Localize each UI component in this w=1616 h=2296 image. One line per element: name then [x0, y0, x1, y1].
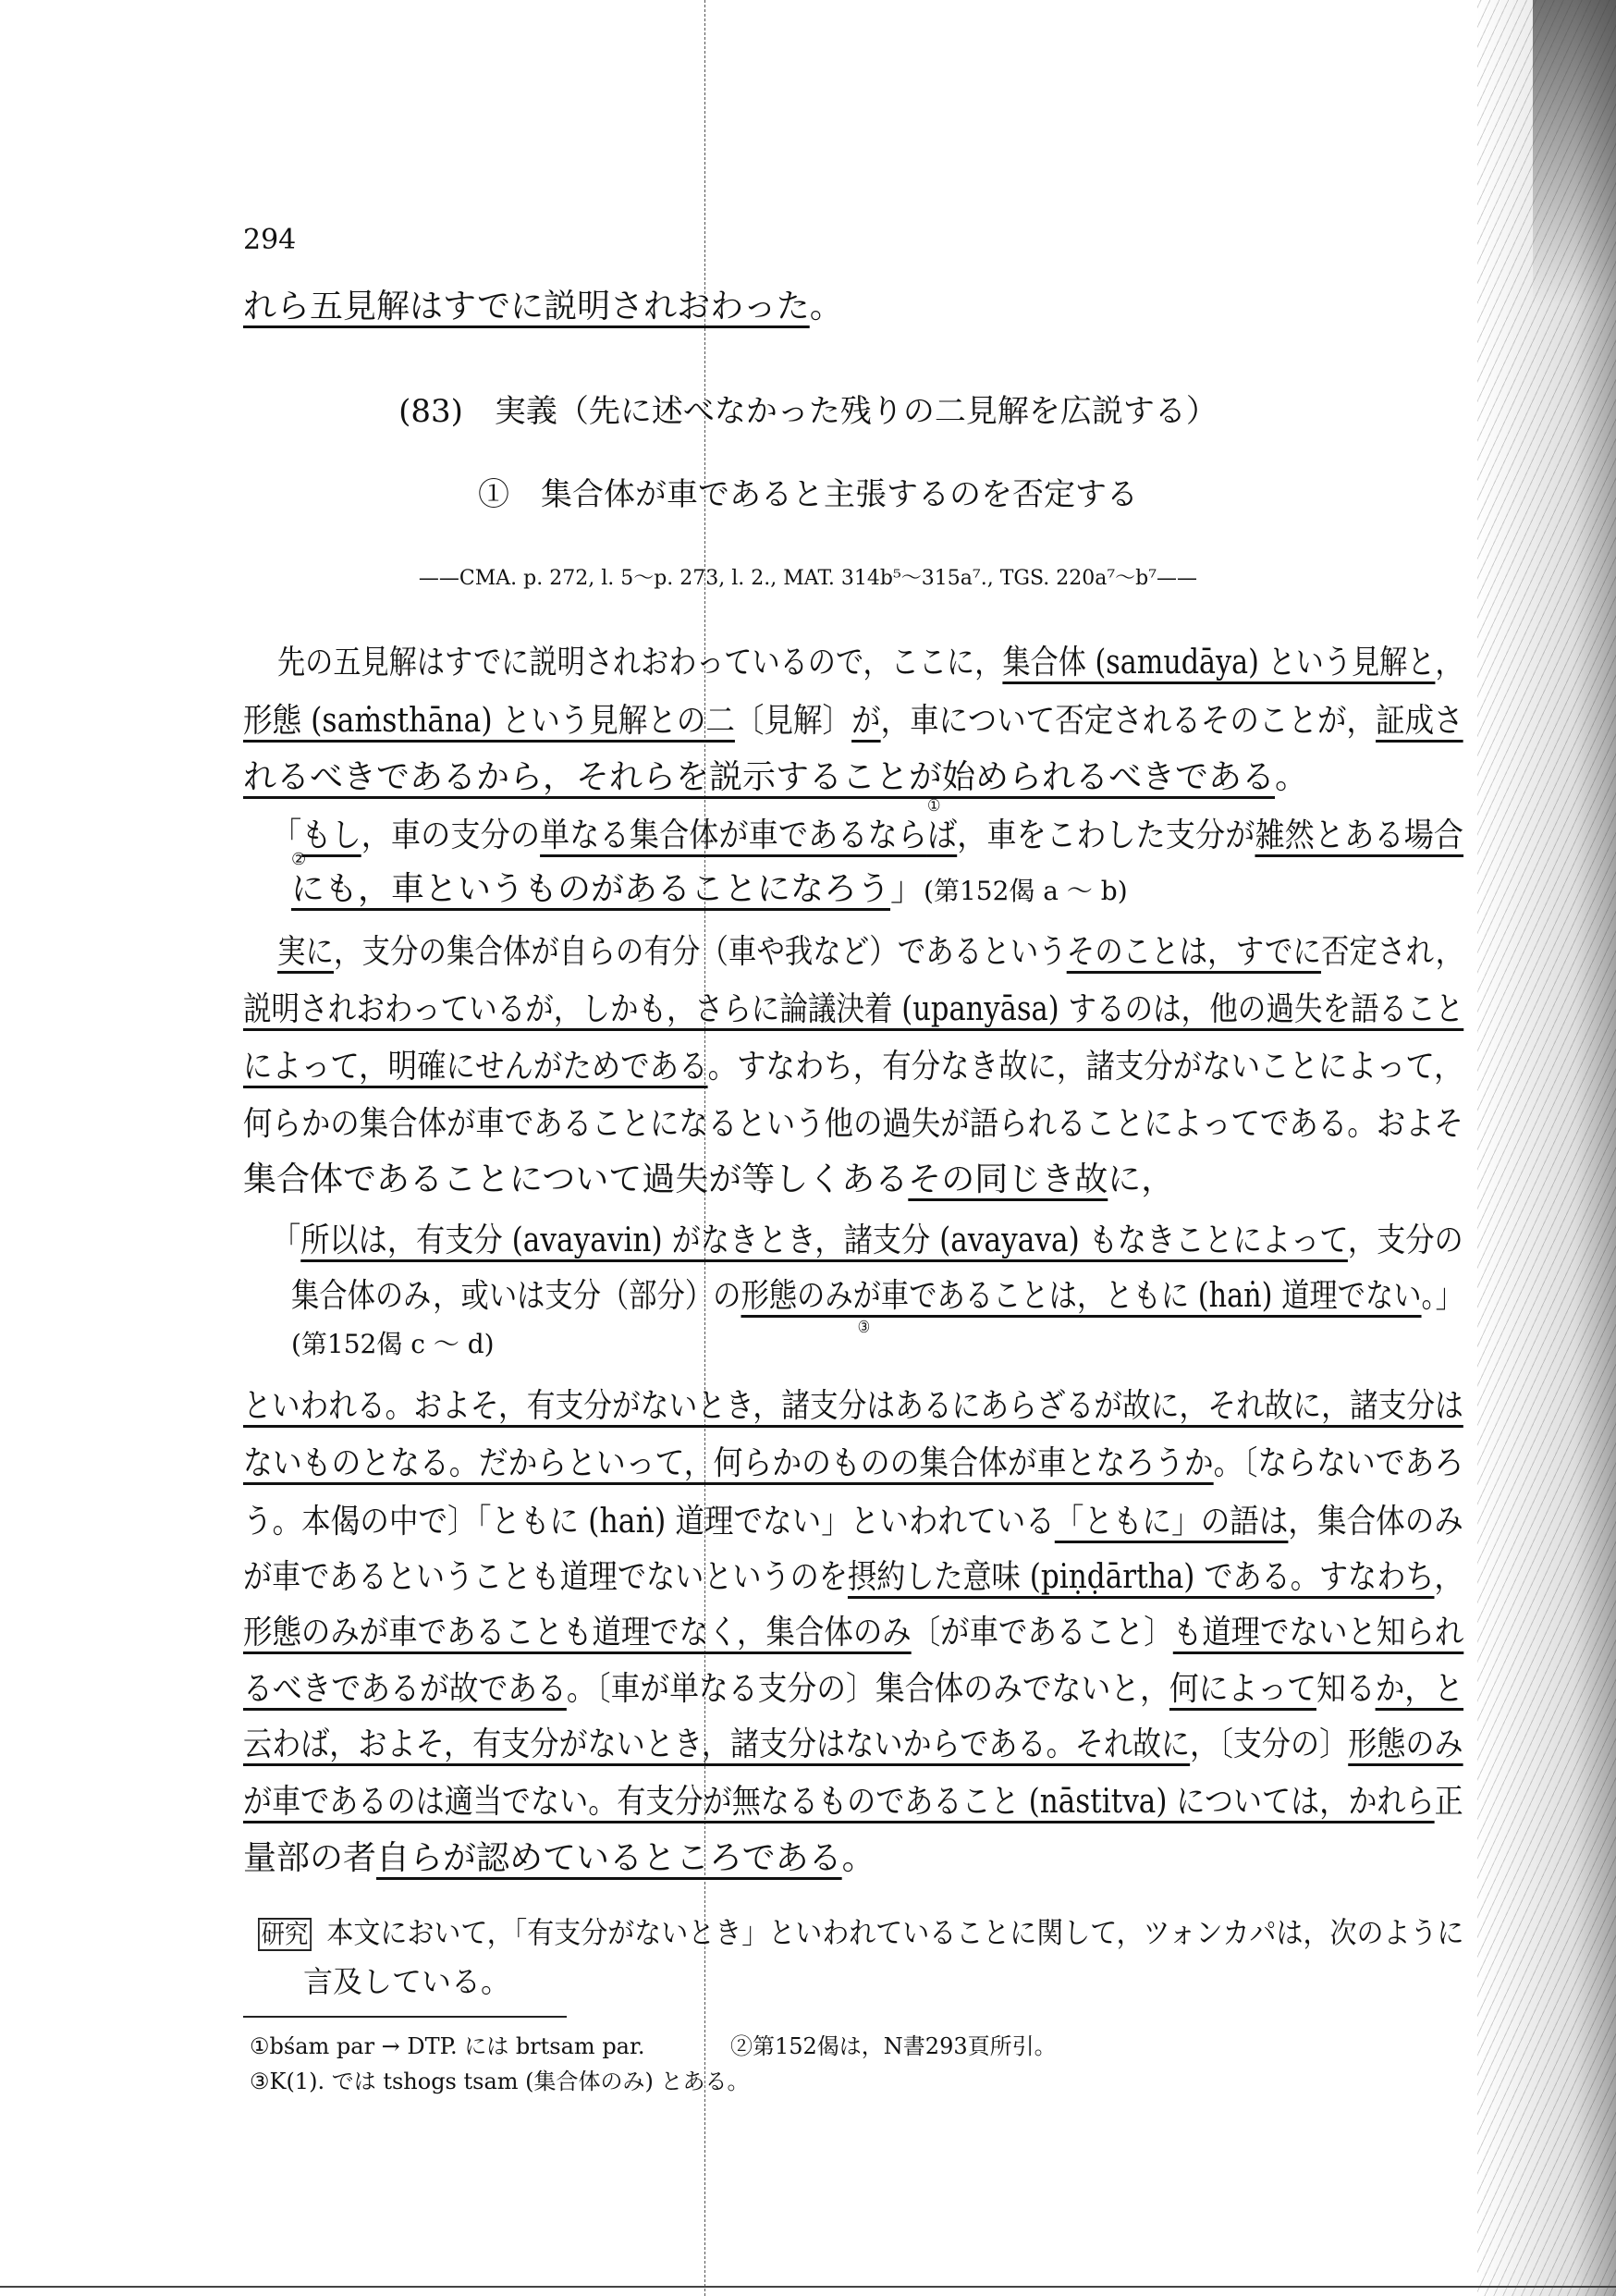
page-number: 294: [243, 224, 297, 256]
underlined-text: [243, 1387, 1463, 1425]
text-segment: [924, 876, 1128, 906]
segment-text: 。〔車が単なる支分の〕集合体のみでないと，: [566, 1670, 1169, 1708]
segment-text: 。: [841, 1839, 875, 1877]
text-segment: [1321, 933, 1463, 971]
text-line: [243, 1716, 1463, 1774]
underlined-text: [277, 933, 334, 971]
text-line: [291, 1314, 495, 1371]
segment-text: ，支分の集合体が自らの有分（車や我など）であるという: [333, 933, 1067, 971]
underlined-text: [741, 1277, 1422, 1337]
segment-text: 何らかの集合体が車であることになるという他の過失が語られることによってである。およそ: [243, 1105, 1463, 1143]
segment-text: に，: [1108, 1160, 1175, 1198]
text-line: [243, 1830, 875, 1887]
text-segment: [1275, 758, 1308, 796]
text-segment: [277, 644, 1002, 681]
underlined-text: [243, 288, 810, 325]
footnote-rule: [243, 2016, 567, 2018]
text-line: [243, 1096, 1463, 1153]
segment-text: ，支分の: [1347, 1222, 1463, 1259]
text-segment: [1348, 1222, 1463, 1259]
scan-bottom-edge: [0, 2286, 1616, 2288]
text-segment: [272, 816, 301, 854]
segment-text: 実に: [277, 933, 334, 971]
segment-text: が車であるのは適当でない。有支分が無なるものであること (nāstitva) については，かれら: [243, 1783, 1435, 1821]
text-segment: [361, 816, 540, 854]
text-segment: [243, 1105, 1463, 1143]
text-segment: [243, 1503, 1055, 1541]
text-line: [243, 981, 1463, 1038]
segment-text: るべきであるが故である: [243, 1670, 567, 1708]
segment-text: 「: [272, 816, 302, 854]
segment-text: ，車をこわした支分が: [957, 816, 1255, 854]
text-segment: [708, 1048, 1463, 1086]
segment-text: 「ともに」の語は: [1054, 1503, 1289, 1541]
text-line: [243, 1549, 1463, 1606]
segment-text: ないものとなる。だからといって，何らかのものの集合体が車となろうか: [243, 1444, 1214, 1482]
underlined-text: [848, 1558, 1435, 1596]
underlined-text: [243, 1444, 1214, 1482]
section-heading: (83) 実義（先に述べなかった残りの二見解を広説する）: [398, 393, 1218, 430]
footnote-marker: ③: [857, 1318, 871, 1337]
segment-text: (第152偈 a ～ b): [924, 876, 1128, 906]
text-segment: [1434, 1558, 1463, 1596]
underlined-text: [1055, 1503, 1289, 1541]
text-segment: [243, 1558, 848, 1596]
underlined-text: [1348, 1725, 1463, 1763]
segment-text: 量部の者: [243, 1839, 377, 1877]
segment-text: 〔が車であること〕: [911, 1614, 1173, 1651]
segment-text: によって，明確にせんがためである: [243, 1048, 708, 1086]
text-segment: [272, 1222, 300, 1259]
underlined-text: [1169, 1670, 1316, 1708]
segment-text: も道理でないと知られ: [1172, 1614, 1464, 1651]
segment-text: 。: [1275, 758, 1309, 796]
segment-text: (第152偈 c ～ d): [291, 1329, 495, 1359]
text-segment: [1288, 1503, 1463, 1541]
underlined-text: [291, 850, 891, 908]
text-segment: [1190, 1725, 1348, 1763]
text-line: [243, 1151, 1174, 1209]
underlined-text: [243, 1670, 567, 1708]
segment-text: ，車の支分の: [361, 816, 541, 854]
segment-text: 何によって: [1169, 1670, 1316, 1708]
underlined-text: [243, 1783, 1435, 1821]
segment-text: 。すなわち，有分なき故に，諸支分がないことによって，: [707, 1048, 1463, 1086]
segment-text: ，: [1435, 644, 1463, 681]
segment-text: 形態 (saṁsthāna) という見解との二: [243, 702, 735, 740]
text-line: [243, 1435, 1463, 1492]
footnote-3: ③K(1). では tshogs tsam (集合体のみ) とある。: [250, 2069, 750, 2094]
segment-text: 証成さ: [1376, 702, 1463, 740]
text-segment: [243, 1160, 908, 1198]
segment-text: 所以は，有支分 (avayavin) がなきとき，諸支分 (avayava) もなきことによって: [300, 1222, 1348, 1259]
underlined-text: [1376, 1670, 1463, 1708]
segment-text: れら五見解はすでに説明されおわった: [243, 288, 810, 325]
segment-text: 「: [272, 1222, 301, 1259]
segment-text: 形態のみ: [1348, 1725, 1463, 1763]
underlined-text: [243, 1048, 708, 1086]
segment-text: う。本偈の中で〕「ともに (haṅ) 道理でない」といわれている: [243, 1503, 1055, 1541]
text-segment: [1422, 1277, 1463, 1315]
footnote-1: ①bśam par → DTP. には brtsam par.: [250, 2033, 645, 2059]
text-segment: [890, 870, 924, 908]
scan-corner-shadow: [1533, 0, 1616, 305]
text-segment: [1435, 1783, 1463, 1821]
research-line-1: 本文において，「有支分がないとき」といわれていることに関して，ツォンカパは，次のように: [326, 1915, 1464, 1950]
segment-text: 。〔ならないであろ: [1213, 1444, 1464, 1482]
text-segment: [291, 1277, 741, 1315]
segment-text: 摂約した意味 (piṇḍārtha) である。すなわち: [847, 1558, 1435, 1596]
segment-text: ，〔支分の〕: [1190, 1725, 1349, 1763]
underlined-text: [1255, 816, 1463, 854]
segment-text: が: [851, 702, 881, 740]
text-segment: [1214, 1444, 1464, 1482]
underlined-text: [243, 1725, 1190, 1763]
segment-text: 雑然とある場合: [1255, 816, 1464, 854]
underlined-text: [243, 990, 1463, 1028]
segment-text: 〔見解〕: [734, 702, 852, 740]
text-segment: [957, 816, 1255, 854]
research-label: 研究: [258, 1918, 312, 1951]
segment-text: 形態のみが車であることは，ともに (haṅ) 道理でない: [741, 1277, 1422, 1315]
scan-edge-shadow: [1477, 0, 1616, 2296]
underlined-text: [908, 1160, 1108, 1198]
text-segment: [912, 1614, 1173, 1651]
text-line: [243, 1774, 1463, 1831]
text-line: [272, 796, 1464, 865]
segment-text: か，と: [1375, 1670, 1464, 1708]
text-segment: [881, 702, 1376, 740]
text-segment: [291, 1329, 495, 1359]
segment-text: といわれる。およそ，有支分がないとき，諸支分はあるにあらざるが故に，それ故に，諸支分は: [243, 1387, 1463, 1425]
footnote-2: ②第152偈は，N書293頁所引。: [730, 2033, 1057, 2059]
segment-text: その同じき故: [908, 1160, 1108, 1198]
segment-text: 単なる集合体が車であるなら: [540, 816, 927, 854]
underlined-text: [243, 702, 735, 740]
text-line: [272, 1212, 1463, 1270]
segment-text: 集合体であることについて過失が等しくある: [243, 1160, 909, 1198]
text-line: [243, 278, 843, 336]
subsection-heading: ① 集合体が車であると主張するのを否定する: [478, 476, 1138, 513]
segment-text: 自らが認めているところである: [376, 1839, 842, 1877]
segment-text: 集合体 (samudāya) という見解と: [1002, 644, 1436, 681]
text-line: [277, 924, 1463, 981]
underlined-text: [1002, 644, 1435, 681]
underlined-text: [926, 796, 958, 854]
text-segment: [1316, 1670, 1376, 1708]
segment-text: 云わば，およそ，有支分がないとき，諸支分はないからである。それ故に: [243, 1725, 1191, 1763]
text-segment: [334, 933, 1067, 971]
underlined-text: [243, 1614, 912, 1651]
segment-text: にも，車というものがあることになろう: [291, 870, 891, 908]
text-segment: [243, 1839, 376, 1877]
footnote-marker: ①: [926, 796, 941, 816]
segment-text: 正: [1434, 1783, 1463, 1821]
text-line: [243, 1038, 1463, 1096]
segment-text: れるべきであるから，それらを説示することが始められるべきである: [243, 758, 1276, 796]
segment-text: 。」: [1421, 1277, 1463, 1315]
source-citation: ——CMA. p. 272, l. 5～p. 273, l. 2., MAT. 314b⁵～315a⁷., TGS. 220a⁷～b⁷——: [418, 567, 1198, 590]
segment-text: 知る: [1316, 1670, 1376, 1708]
segment-text: 否定され，: [1321, 933, 1464, 971]
underlined-text: [376, 1839, 842, 1877]
research-line-2: 言及している。: [303, 1964, 511, 1999]
text-segment: [810, 288, 843, 325]
text-segment: [735, 702, 851, 740]
text-segment: [567, 1670, 1169, 1708]
footnote-marker: ②: [291, 850, 307, 869]
text-line: [243, 1661, 1463, 1718]
underlined-text: [243, 758, 1275, 796]
text-line: [243, 1493, 1463, 1551]
text-segment: [842, 1839, 875, 1877]
underlined-text: [300, 1222, 1348, 1259]
text-line: [291, 850, 1128, 918]
segment-text: 」: [890, 870, 924, 908]
segment-text: 説明されおわっているが，しかも，さらに論議決着 (upanyāsa) するのは，他の過失を語ること: [243, 990, 1464, 1028]
underlined-text: [301, 816, 361, 854]
segment-text: そのことは，すでに: [1066, 933, 1322, 971]
text-line: [277, 634, 1463, 692]
segment-text: もし: [301, 816, 361, 854]
segment-text: 。: [809, 288, 843, 325]
underlined-text: [540, 816, 927, 854]
segment-text: ，: [1434, 1558, 1463, 1596]
underlined-text: [851, 702, 881, 740]
segment-text: 形態のみが車であることも道理でなく，集合体のみ: [243, 1614, 912, 1651]
text-line: [243, 1604, 1463, 1662]
text-line: [243, 749, 1308, 806]
text-line: [243, 693, 1463, 750]
underlined-text: [1173, 1614, 1464, 1651]
underlined-text: [1067, 933, 1321, 971]
segment-text: ば: [926, 816, 958, 854]
segment-text: が車であるということも道理でないというのを: [243, 1558, 848, 1596]
segment-text: 先の五見解はすでに説明されおわっているので，ここに，: [277, 644, 1003, 681]
text-line: [243, 1378, 1463, 1435]
text-segment: [1435, 644, 1463, 681]
underlined-text: [1376, 702, 1463, 740]
text-segment: [1108, 1160, 1174, 1198]
segment-text: ，車について否定されるそのことが，: [880, 702, 1377, 740]
segment-text: 集合体のみ，或いは支分（部分）の: [291, 1277, 741, 1315]
segment-text: ，集合体のみ: [1288, 1503, 1463, 1541]
